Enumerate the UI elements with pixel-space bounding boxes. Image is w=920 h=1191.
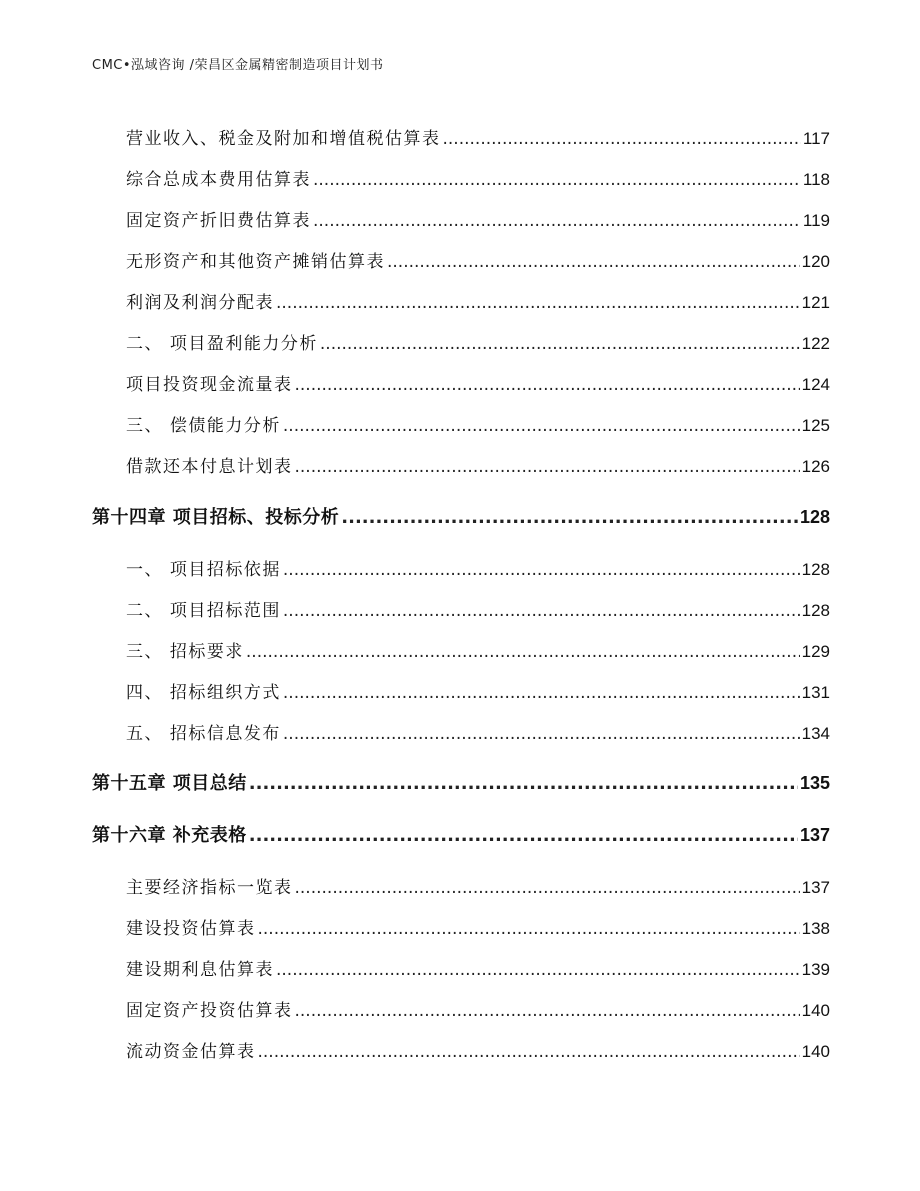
toc-leader-dots [341,507,798,528]
toc-entry-page: 128 [801,560,830,579]
toc-entry[interactable] [126,165,830,190]
toc-entry[interactable] [126,914,830,939]
toc-entry-page: 129 [801,642,830,661]
toc-leader-dots [249,773,798,794]
toc-chapter-entry[interactable] [92,503,830,529]
toc-entry[interactable] [126,955,830,980]
toc-entry-title: 五、 招标信息发布 [126,724,281,744]
toc-leader-dots [283,416,800,436]
toc-chapter-title: 第十四章 项目招标、投标分析 [92,507,340,528]
toc-entry-page: 134 [801,724,830,743]
toc-entry-title: 固定资产投资估算表 [126,1001,293,1021]
toc-entry-page: 122 [801,334,830,353]
toc-entry[interactable] [126,206,830,231]
toc-entry-page: 120 [801,252,830,271]
toc-entry[interactable] [126,329,830,354]
toc-entry-title: 建设期利息估算表 [126,960,274,980]
toc-leader-dots [276,960,800,980]
toc-leader-dots [313,211,801,231]
toc-entry[interactable] [126,452,830,477]
toc-leader-dots [276,293,800,313]
toc-leader-dots [320,334,800,354]
toc-entry[interactable] [126,678,830,703]
toc-entry-title: 二、 项目盈利能力分析 [126,334,318,354]
toc-entry-title: 项目投资现金流量表 [126,375,293,395]
toc-leader-dots [295,878,800,898]
toc-entry-title: 二、 项目招标范围 [126,601,281,621]
toc-chapter-title: 第十五章 项目总结 [92,773,247,794]
toc-entry-title: 固定资产折旧费估算表 [126,211,311,231]
toc-entry-page: 137 [801,878,830,897]
toc-chapter-page: 135 [799,773,830,793]
toc-leader-dots [258,919,800,939]
toc-entry-page: 131 [801,683,830,702]
toc-entry[interactable] [126,873,830,898]
toc-leader-dots [283,724,800,744]
toc-entry-page: 121 [801,293,830,312]
toc-entry[interactable] [126,637,830,662]
toc-entry[interactable] [126,719,830,744]
toc-entry-page: 139 [801,960,830,979]
toc-chapter-page: 128 [799,507,830,527]
toc-entry-title: 一、 项目招标依据 [126,560,281,580]
toc-entry[interactable] [126,288,830,313]
toc-entry-page: 119 [802,211,830,230]
toc-entry[interactable] [126,124,830,149]
toc-entry[interactable] [126,370,830,395]
toc-entry-page: 124 [801,375,830,394]
toc-entry[interactable] [126,555,830,580]
toc-chapter-entry[interactable] [92,821,830,847]
toc-entry-page: 140 [801,1042,830,1061]
toc-entry[interactable] [126,247,830,272]
toc-entry-page: 118 [802,170,830,189]
toc-chapter-entry[interactable] [92,769,830,795]
toc-entry[interactable] [126,411,830,436]
toc-entry[interactable] [126,596,830,621]
toc-leader-dots [295,1001,800,1021]
toc-entry-title: 综合总成本费用估算表 [126,170,311,190]
toc-entry-title: 主要经济指标一览表 [126,878,293,898]
toc-entry-title: 无形资产和其他资产摊销估算表 [126,252,385,272]
toc-entry-title: 三、 招标要求 [126,642,244,662]
toc-entry-title: 流动资金估算表 [126,1042,256,1062]
toc-entry-title: 利润及利润分配表 [126,293,274,313]
toc-entry-page: 128 [801,601,830,620]
toc-chapter-title: 第十六章 补充表格 [92,825,247,846]
toc-entry-page: 138 [801,919,830,938]
toc-leader-dots [246,642,800,662]
toc-entry-title: 三、 偿债能力分析 [126,416,281,436]
toc-entry-page: 140 [801,1001,830,1020]
toc-leader-dots [295,457,800,477]
toc-leader-dots [258,1042,800,1062]
toc-leader-dots [443,129,801,149]
toc-entry-page: 126 [801,457,830,476]
toc-leader-dots [283,601,800,621]
toc-chapter-page: 137 [799,825,830,845]
toc-leader-dots [283,683,800,703]
toc-entry-title: 借款还本付息计划表 [126,457,293,477]
toc-entry-title: 建设投资估算表 [126,919,256,939]
toc-leader-dots [283,560,800,580]
toc-leader-dots [313,170,801,190]
toc-leader-dots [387,252,800,272]
toc-entry-title: 营业收入、税金及附加和增值税估算表 [126,129,441,149]
toc-entry-page: 117 [802,129,830,148]
toc-leader-dots [295,375,800,395]
toc-entry[interactable] [126,996,830,1021]
toc-entry-page: 125 [801,416,830,435]
toc-leader-dots [249,825,798,846]
toc-entry-title: 四、 招标组织方式 [126,683,281,703]
running-header: CMC•泓域咨询 /荣昌区金属精密制造项目计划书 [92,58,384,73]
toc-entry[interactable] [126,1037,830,1062]
